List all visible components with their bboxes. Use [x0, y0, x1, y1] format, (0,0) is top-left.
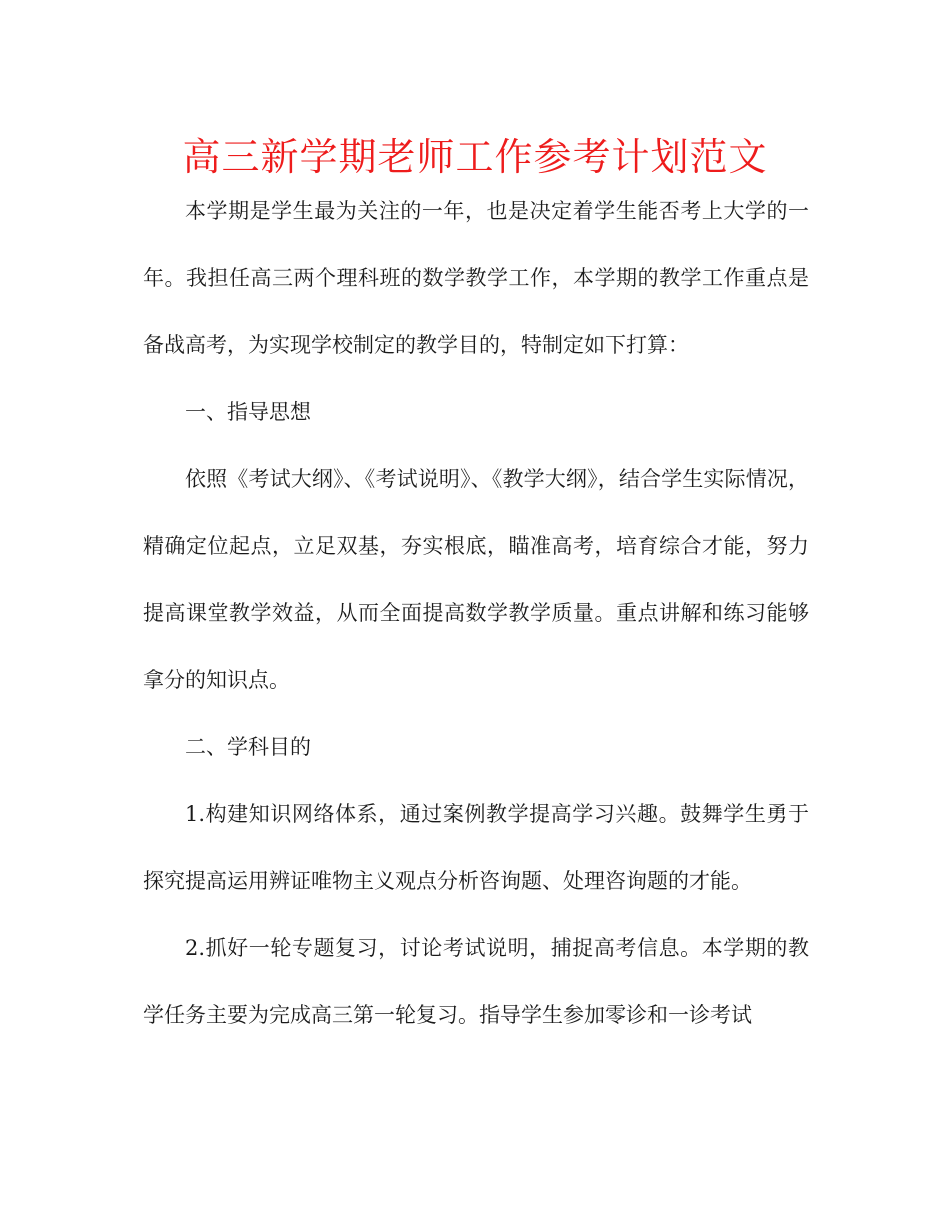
document-body [143, 178, 809, 1049]
section-heading-subject-goals: 二、学科目的 [185, 735, 311, 759]
guiding-thought-paragraph: 依照《考试大纲》、《考试说明》、《教学大纲》，结合学生实际情况，精确定位起点，立足双基，夯实根底，瞄准高考，培育综合才能，努力提高课堂教学效益，从而全面提高数学教学质量。重点讲解和练习能够拿分的知识点。 [143, 467, 809, 692]
intro-paragraph: 本学期是学生最为关注的一年，也是决定着学生能否考上大学的一年。我担任高三两个理科班的数学教学工作，本学期的教学工作重点是备战高考，为实现学校制定的教学目的，特制定如下打算： [143, 199, 809, 357]
goal-item-2: 2.抓好一轮专题复习，讨论考试说明，捕捉高考信息。本学期的教学任务主要为完成高三第一轮复习。指导学生参加零诊和一诊考试 [143, 936, 809, 1027]
document-title: 高三新学期老师工作参考计划范文 [182, 135, 768, 179]
section-heading-guiding-thought: 一、指导思想 [185, 400, 311, 424]
goal-item-1: 1.构建知识网络体系，通过案例教学提高学习兴趣。鼓舞学生勇于探究提高运用辨证唯物主义观点分析咨询题、处理咨询题的才能。 [143, 802, 809, 893]
